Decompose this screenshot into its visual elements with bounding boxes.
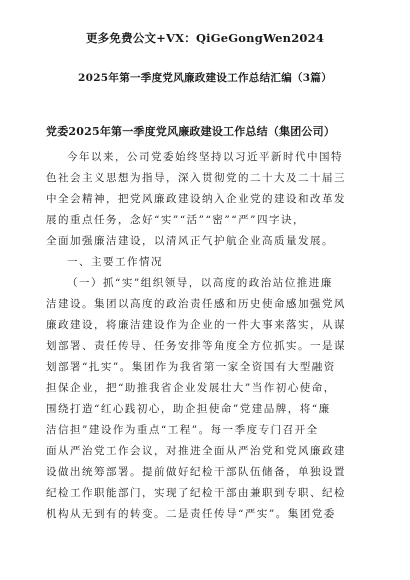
paragraph-line: 面从严治党工作会议，对推进全面从严治党和党风廉政建 <box>46 445 346 457</box>
paragraph-line: 担保企业，把“助推我省企业发展壮大”当作初心使命， <box>46 382 336 394</box>
document-title: 2025年第一季度党风廉政建设工作总结汇编（3篇） <box>77 72 333 84</box>
promo-banner: 更多免费公文+VX：QiGeGongWen2024 <box>85 31 325 45</box>
section-heading: 一、主要工作情况 <box>67 256 163 268</box>
paragraph-line: 中全会精神，把党风廉政建设纳入企业党的建设和改革发 <box>46 193 346 205</box>
paragraph-line: 洁建设。集团以高度的政治责任感和历史使命感加强党风 <box>46 298 346 310</box>
paragraph-line: 展的重点任务，念好“实”“活”“密”“严”四字诀， <box>46 214 305 226</box>
paragraph-line: 纪检工作职能部门，实现了纪检干部由兼职到专职、纪检 <box>46 487 346 499</box>
article-title: 党委2025年第一季度党风廉政建设工作总结（集团公司） <box>46 125 336 138</box>
paragraph-line: 全面加强廉洁建设，以清风正气护航企业高质量发展。 <box>46 235 334 247</box>
paragraph-line: （一）抓“实”组织领导，以高度的政治站位推进廉 <box>67 277 333 289</box>
article-body <box>46 147 370 525</box>
paragraph-line: 廉政建设，将廉洁建设作为企业的一件大事来落实，从谋 <box>46 319 346 331</box>
paragraph-line: 色社会主义思想为指导，深入贯彻党的二十大及二十届三 <box>46 172 346 184</box>
paragraph-line: 机构从无到有的转变。二是责任传导“严实”。集团党委 <box>46 508 336 520</box>
paragraph-line: 划部署“扎实”。集团作为我省第一家全资国有大型融资 <box>46 361 336 373</box>
paragraph-line: 今年以来，公司党委始终坚持以习近平新时代中国特 <box>67 151 343 163</box>
paragraph-line: 划部署、责任传导、任务安排等角度全方位抓实。一是谋 <box>46 340 346 352</box>
paragraph-line: 设做出统筹部署。提前做好纪检干部队伍储备，单独设置 <box>46 466 346 478</box>
paragraph-line: 洁信担”建设作为重点“工程”。每一季度专门召开全 <box>46 424 319 436</box>
paragraph-line: 围绕打造“红心践初心，助企担使命”党建品牌，将“廉 <box>46 403 331 415</box>
